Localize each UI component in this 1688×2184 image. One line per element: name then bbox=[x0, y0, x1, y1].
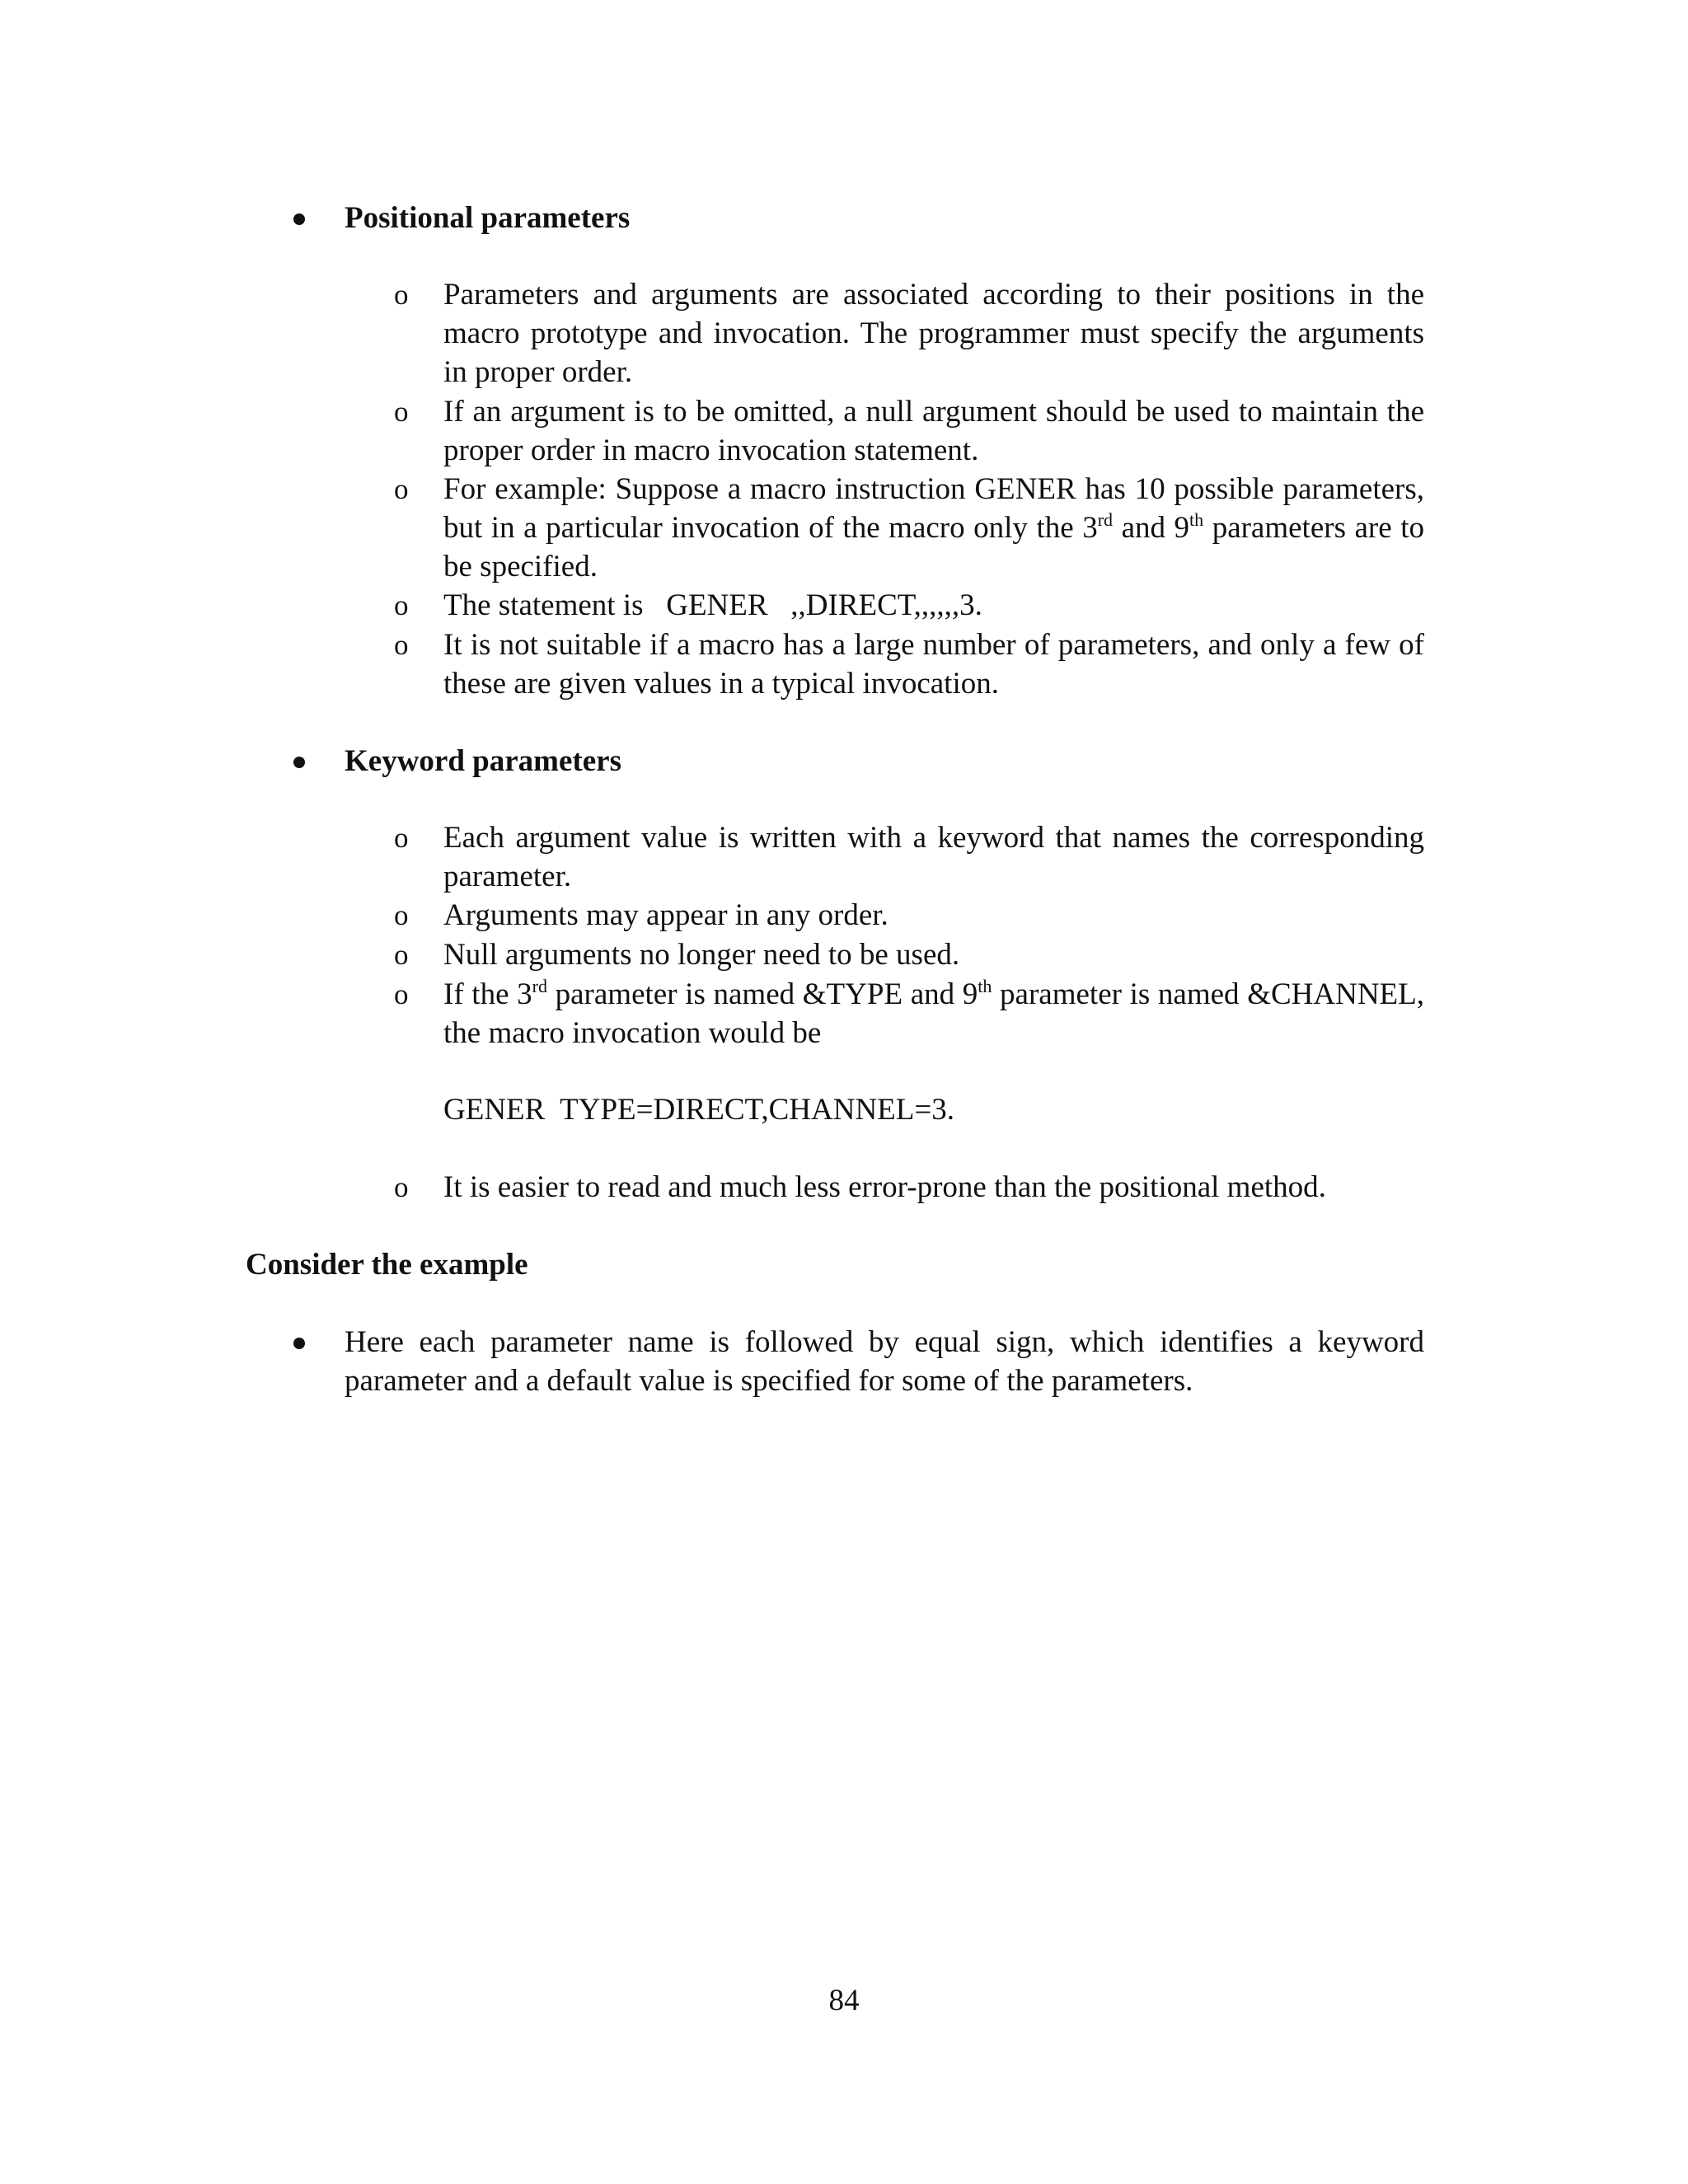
circle-bullet-icon: o bbox=[394, 473, 409, 505]
bullet-icon bbox=[293, 213, 305, 225]
circle-bullet-icon: o bbox=[394, 978, 409, 1010]
circle-bullet-icon: o bbox=[394, 629, 409, 661]
circle-bullet-icon: o bbox=[394, 279, 409, 311]
list-item: It is easier to read and much less error-prone than the positional method. bbox=[443, 1170, 1326, 1204]
superscript: th bbox=[978, 976, 992, 996]
list-item: Arguments may appear in any order. bbox=[443, 898, 889, 932]
circle-bullet-icon: o bbox=[394, 1171, 409, 1203]
list-item: Here each parameter name is followed by equal sign, which identifies a keyword parameter and a default value is specified for some of the parameters. bbox=[345, 1325, 1424, 1398]
section-heading-keyword: Keyword parameters bbox=[345, 744, 621, 778]
list-item-text: For example: Suppose a macro instruction GENER has 10 possible parameters, but in a particular invocation of the macro only the 3 bbox=[443, 472, 1424, 545]
list-item-text: and 9 bbox=[1113, 511, 1190, 545]
circle-bullet-icon: o bbox=[394, 939, 409, 971]
list-item: The statement is GENER ,,DIRECT,,,,,,3. bbox=[443, 588, 982, 622]
list-item-text: parameter is named &TYPE and 9 bbox=[546, 977, 978, 1011]
list-item: Parameters and arguments are associated according to their positions in the macro prototype and invocation. The programmer must specify the arguments in proper order. bbox=[443, 278, 1424, 389]
list-item bbox=[443, 975, 1424, 1052]
list-item bbox=[443, 470, 1424, 586]
circle-bullet-icon: o bbox=[394, 822, 409, 854]
circle-bullet-icon: o bbox=[394, 899, 409, 931]
macro-invocation-example: GENER TYPE=DIRECT,CHANNEL=3. bbox=[443, 1093, 955, 1127]
list-item-text: If the 3 bbox=[443, 977, 532, 1011]
bullet-icon bbox=[293, 757, 305, 768]
list-item: It is not suitable if a macro has a large number of parameters, and only a few of these are given values in a typical invocation. bbox=[443, 628, 1424, 701]
page-number: 84 bbox=[828, 1984, 860, 2018]
circle-bullet-icon: o bbox=[394, 396, 409, 428]
list-item: Null arguments no longer need to be used. bbox=[443, 938, 960, 972]
superscript: rd bbox=[532, 976, 547, 996]
superscript: th bbox=[1189, 509, 1204, 530]
list-item: If an argument is to be omitted, a null argument should be used to maintain the proper order in macro invocation statement. bbox=[443, 395, 1424, 467]
superscript: rd bbox=[1097, 509, 1114, 530]
list-item-text: parameters are to be specified. bbox=[443, 511, 1424, 583]
section-heading-positional: Positional parameters bbox=[345, 201, 631, 235]
circle-bullet-icon: o bbox=[394, 589, 409, 621]
section-heading-consider: Consider the example bbox=[246, 1248, 528, 1282]
bullet-icon bbox=[293, 1338, 305, 1349]
list-item-text: parameter is named &CHANNEL, the macro invocation would be bbox=[443, 977, 1424, 1050]
list-item: Each argument value is written with a keyword that names the corresponding parameter. bbox=[443, 821, 1424, 893]
